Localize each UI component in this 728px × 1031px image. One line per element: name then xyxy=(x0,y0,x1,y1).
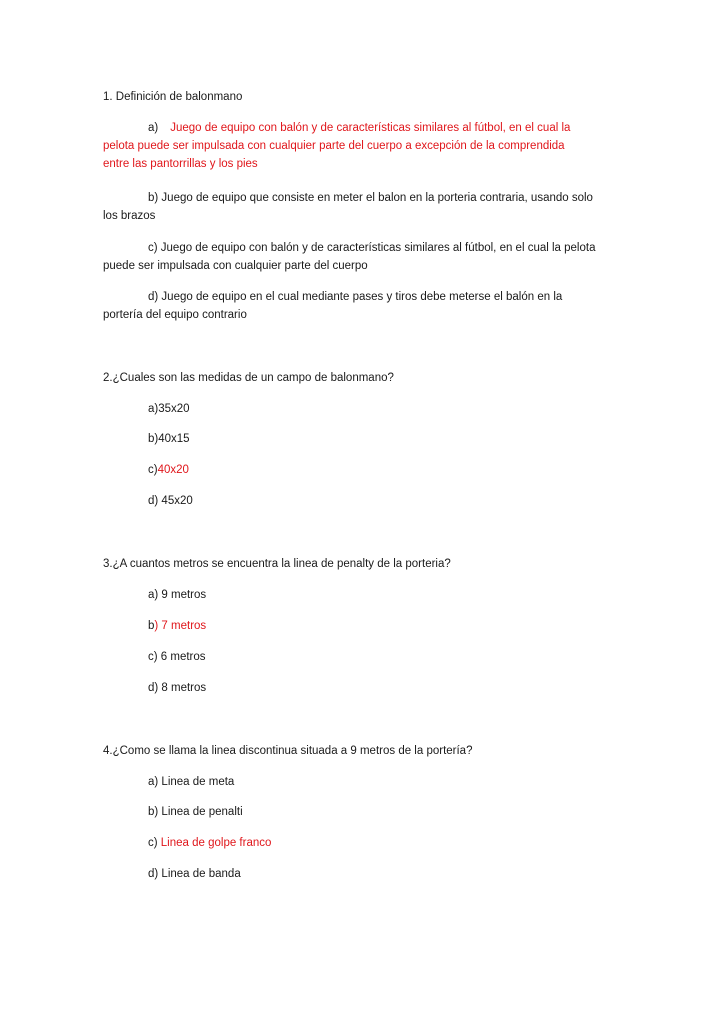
correct-answer-text: ) 7 metros xyxy=(154,620,207,632)
correct-answer-text: Juego de equipo con balón y de características similares al fútbol, en el cual la xyxy=(170,122,571,134)
question-1-option-c-line-1: c) Juego de equipo con balón y de características similares al fútbol, en el cual la pelota xyxy=(148,242,596,254)
question-1-title: 1. Definición de balonmano xyxy=(103,91,243,103)
question-4-option-d: d) Linea de banda xyxy=(148,868,241,880)
question-1-option-c-line-2: puede ser impulsada con cualquier parte del cuerpo xyxy=(103,260,368,272)
option-b-prefix: b xyxy=(148,620,155,632)
question-4-title: 4.¿Como se llama la linea discontinua situada a 9 metros de la portería? xyxy=(103,745,473,757)
question-4-option-c xyxy=(148,836,271,850)
question-4-option-b: b) Linea de penalti xyxy=(148,806,243,818)
correct-answer-text: 40x20 xyxy=(157,464,189,476)
question-1-option-a-line-3: entre las pantorrillas y los pies xyxy=(103,158,258,170)
question-3-title: 3.¿A cuantos metros se encuentra la linea de penalty de la porteria? xyxy=(103,558,451,570)
question-2-option-b: b)40x15 xyxy=(148,433,190,445)
option-c-prefix: c) xyxy=(148,464,158,476)
question-2-option-d: d) 45x20 xyxy=(148,495,193,507)
question-1-option-b-line-2: los brazos xyxy=(103,210,156,222)
option-a-prefix: a) xyxy=(148,122,159,134)
question-3-option-b xyxy=(148,619,206,633)
question-3-option-c: c) 6 metros xyxy=(148,651,206,663)
question-2-option-a: a)35x20 xyxy=(148,403,190,415)
question-1-option-a-line-2: pelota puede ser impulsada con cualquier parte del cuerpo a excepción de la comprendida xyxy=(103,140,565,152)
question-1-option-b-line-1: b) Juego de equipo que consiste en meter el balon en la porteria contraria, usando solo xyxy=(148,192,593,204)
question-3-option-d: d) 8 metros xyxy=(148,682,207,694)
question-1-option-a-line-1 xyxy=(148,121,570,135)
option-c-prefix: c) xyxy=(148,837,161,849)
question-1-option-d-line-2: portería del equipo contrario xyxy=(103,309,247,321)
question-4-option-a: a) Linea de meta xyxy=(148,776,235,788)
correct-answer-text: Linea de golpe franco xyxy=(160,837,272,849)
question-2-option-c xyxy=(148,463,189,477)
question-3-option-a: a) 9 metros xyxy=(148,589,207,601)
question-1-option-d-line-1: d) Juego de equipo en el cual mediante pases y tiros debe meterse el balón en la xyxy=(148,291,563,303)
question-2-title: 2.¿Cuales son las medidas de un campo de balonmano? xyxy=(103,372,394,384)
